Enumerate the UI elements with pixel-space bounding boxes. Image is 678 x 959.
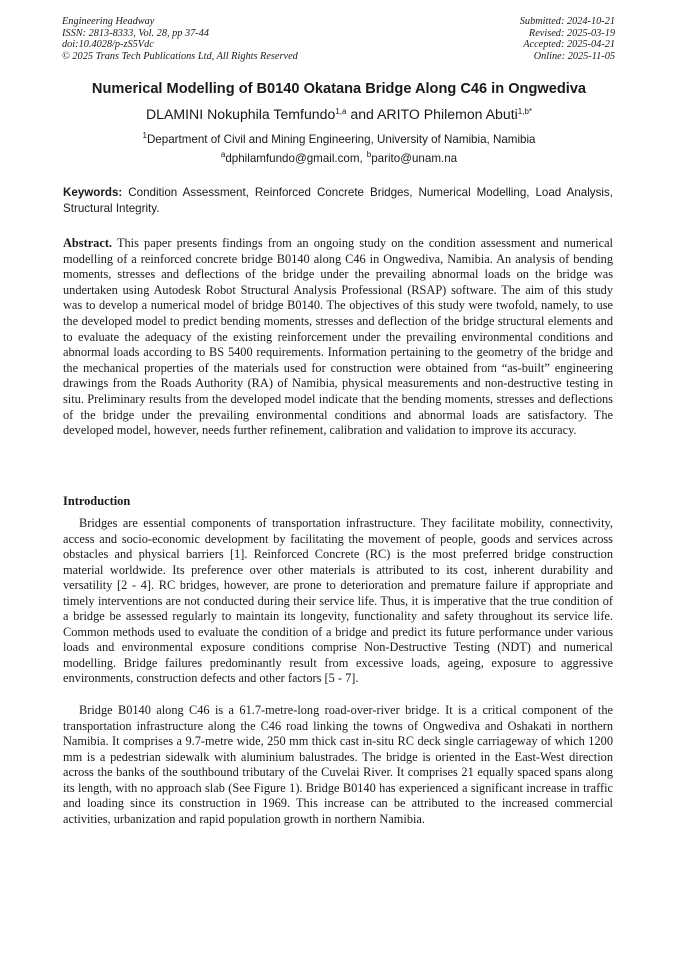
author-2: ARITO Philemon Abuti — [377, 106, 518, 122]
abstract — [63, 236, 613, 439]
affiliation — [0, 132, 678, 147]
date-accepted: Accepted: 2025-04-21 — [523, 39, 615, 51]
affiliation-marker: 1 — [142, 131, 147, 140]
journal-header — [62, 16, 298, 62]
abstract-label: Abstract. — [63, 236, 113, 250]
abstract-text: This paper presents findings from an ongoing study on the condition assessment and numerical modelling of a reinforced concrete bridge B0140 along C46 in Ongwediva, Namibia. An analysis of bending moments, stresses and deflections of the bridge under the prevailing abnormal loads on the bridge was undertaken using Autodesk Robot Structural Analysis Professional (RSAP) software. The aim of this study was to develop a numerical model of bridge B0140. The objectives of this study were twofold, namely, to use the developed model to predict bending moments, stresses and deflection of the bridge structural elements and to evaluate the adequacy of the existing reinforcement under the prevailing environmental conditions and abnormal loads according to BS 5400 requirements. Information pertaining to the geometry of the bridge and the mechanical properties of the materials used for construction were obtained from “as-built” engineering drawings from the Roads Authority (RA) of Namibia, physical measurements and non-destructive testing in situ. Preliminary results from the developed model indicate that the bending moments, stresses and deflections of the bridge under the prevailing environmental conditions and abnormal loads are satisfactory. The developed model, however, needs further refinement, calibration and validation to improve its accuracy. — [63, 236, 613, 438]
journal-copyright: © 2025 Trans Tech Publications Ltd, All Rights Reserved — [62, 50, 298, 62]
date-revised: Revised: 2025-03-19 — [528, 27, 615, 39]
email-a[interactable]: dphilamfundo@gmail.com, — [225, 152, 363, 165]
author-1-affil: 1,a — [335, 107, 347, 116]
keywords — [63, 185, 613, 216]
publication-dates — [520, 16, 615, 62]
date-online: Online: 2025-11-05 — [533, 50, 615, 62]
journal-name: Engineering Headway — [62, 16, 155, 27]
paper-title: Numerical Modelling of B0140 Okatana Bridge Along C46 in Ongwediva — [91, 81, 587, 97]
author-line — [0, 105, 678, 123]
date-submitted: Submitted: 2024-10-21 — [519, 16, 615, 27]
email-b[interactable]: parito@unam.na — [371, 152, 458, 165]
email-b-marker: b — [366, 150, 372, 159]
author-separator: and — [346, 106, 378, 122]
journal-issn: ISSN: 2813-8333, Vol. 28, pp 37-44 — [62, 27, 210, 39]
intro-paragraph-2: Bridge B0140 along C46 is a 61.7-metre-long road-over-river bridge. It is a critical component of the transportation infrastructure along the C46 road linking the towns of Ongwediva and Oshakati in northern Namibia. It comprises a 9.7-metre wide, 250 mm thick cast in-situ RC deck single carriageway of which 1200 mm is a pedestrian sidewalk with aluminium balustrades. The bridge is oriented in the East-West direction across the banks of the southbound tributary of the Cuvelai River. It comprises 21 equally spaced spans along its length, with no approach slab (See Figure 1). Bridge B0140 has experienced a significant increase in traffic and loading since its construction in 1969. This increase can be attributed to the increased commercial activities, urbanization and rapid population growth in northern Namibia. — [63, 703, 613, 826]
keywords-text: Condition Assessment, Reinforced Concrete Bridges, Numerical Modelling, Load Analysis, Structural Integrity. — [63, 186, 613, 215]
author-2-affil: 1,b* — [517, 107, 532, 116]
introduction-heading: Introduction — [63, 494, 131, 508]
affiliation-text: Department of Civil and Mining Engineering, University of Namibia, Namibia — [146, 133, 536, 146]
intro-paragraph-1: Bridges are essential components of transportation infrastructure. They facilitate mobility, connectivity, access and socio-economic development by facilitating the movement of people, goods and services across obstacles and physical barriers [1]. Reinforced Concrete (RC) is the most preferred bridge construction material worldwide. Its preference over other materials is attributed to its cost, inherent durability and versatility [2 - 4]. RC bridges, however, are prone to deterioration and premature failure if appropriate and timely interventions are not conducted during their service life. Thus, it is imperative that the true condition of a bridge be assessed regularly to maintain its longevity, functionality and safety throughout its service life. Common methods used to evaluate the condition of a bridge and predict its future performance under various loads and environmental exposure conditions comprise Non-Destructive Testing (NDT) and numerical modelling. Bridge failures predominantly result from excessive loads, ageing, exposure to aggressive environments, construction defects and other factors [5 - 7]. — [63, 516, 613, 686]
email-a-marker: a — [220, 150, 226, 159]
journal-doi: doi:10.4028/p-zS5Vdc — [62, 39, 154, 51]
keywords-label: Keywords: — [63, 186, 123, 199]
emails — [0, 151, 678, 166]
author-1: DLAMINI Nokuphila Temfundo — [145, 106, 336, 122]
